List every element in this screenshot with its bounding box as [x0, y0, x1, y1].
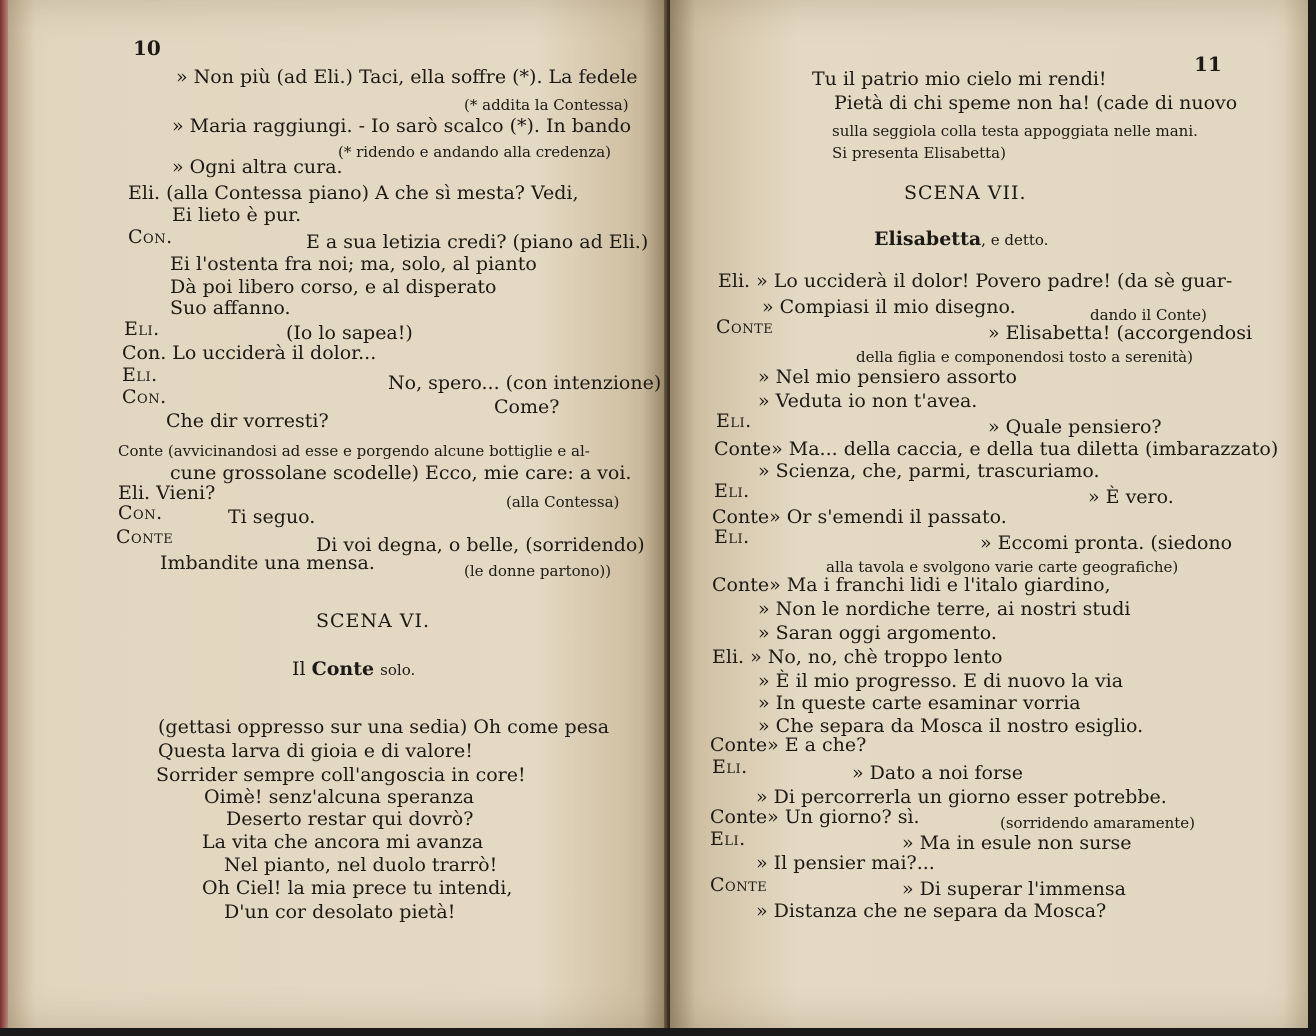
verse-line: Oimè! senz'alcuna speranza: [204, 786, 475, 808]
text-line: » Il pensier mai?...: [756, 852, 935, 874]
stage-direction: (le donne partono)): [464, 562, 612, 580]
verse-line: Pietà di chi speme non ha! (cade di nuovo: [834, 92, 1238, 114]
scene-cast-prefix: Il: [292, 658, 306, 680]
text-line: » È vero.: [1088, 486, 1174, 508]
text-line: » Saran oggi argomento.: [758, 622, 997, 644]
stage-direction: Si presenta Elisabetta): [832, 144, 1006, 162]
text-line: » Scienza, che, parmi, trascuriamo.: [758, 460, 1100, 482]
stage-direction: (* ridendo e andando alla credenza): [338, 143, 612, 161]
speaker: Conte: [710, 874, 768, 896]
text-line: » Ogni altra cura.: [172, 156, 343, 178]
text-line: Conte» Ma i franchi lidi e l'italo giardino,: [712, 574, 1111, 596]
text-line: » Eccomi pronta. (siedono: [980, 532, 1233, 554]
text-line: Eli. Vieni?: [118, 482, 216, 504]
text-line: Eli. » Lo ucciderà il dolor! Povero padre! (da sè guar-: [718, 270, 1233, 292]
speaker: Con.: [122, 386, 167, 408]
stage-direction: dando il Conte): [1090, 306, 1207, 324]
stage-direction: Conte (avvicinandosi ad esse e porgendo alcune bottiglie e al-: [118, 442, 590, 460]
text-line: » Non le nordiche terre, ai nostri studi: [758, 598, 1131, 620]
text-line: Con. Lo ucciderà il dolor...: [122, 342, 377, 364]
text-line: Ei l'ostenta fra noi; ma, solo, al pianto: [170, 253, 537, 275]
text-line: » Distanza che ne separa da Mosca?: [756, 900, 1107, 922]
text-line: » Ma in esule non surse: [902, 832, 1132, 854]
speaker: Eli.: [714, 526, 750, 548]
text-line: Conte» Or s'emendi il passato.: [712, 506, 1007, 528]
speaker: Eli.: [710, 828, 746, 850]
text-line: Eli. (alla Contessa piano) A che sì mesta? Vedi,: [128, 182, 579, 204]
right-page: [670, 0, 1308, 1028]
scene-cast: [292, 658, 415, 681]
scene-title: SCENA VI.: [316, 610, 431, 632]
page-number: 10: [133, 36, 161, 60]
text-line: » Che separa da Mosca il nostro esiglio.: [758, 715, 1144, 737]
text-line: » Compiasi il mio disegno.: [762, 296, 1016, 318]
verse-line: Questa larva di gioia e di valore!: [158, 740, 473, 762]
text-line: » Nel mio pensiero assorto: [758, 366, 1017, 388]
text-line: » Quale pensiero?: [988, 416, 1162, 438]
speaker: Eli.: [124, 318, 160, 340]
left-page: [8, 0, 668, 1028]
character-name: Conte: [311, 658, 375, 680]
verse-line: La vita che ancora mi avanza: [202, 831, 484, 853]
text-line: Che dir vorresti?: [166, 410, 329, 432]
text-line: (Io lo sapea!): [286, 322, 413, 344]
text-line: Eli. » No, no, chè troppo lento: [712, 646, 1003, 668]
stage-direction: (sorridendo amaramente): [1000, 814, 1195, 832]
speaker: Eli.: [716, 410, 752, 432]
text-line: Ti seguo.: [228, 506, 316, 528]
text-line: » Dato a noi forse: [852, 762, 1024, 784]
scene-cast-suffix: , e detto.: [981, 231, 1049, 249]
stage-direction: della figlia e componendosi tosto a serenità): [856, 348, 1193, 366]
text-line: Conte» Ma... della caccia, e della tua diletta (imbarazzato): [714, 438, 1279, 460]
text-line: E a sua letizia credi? (piano ad Eli.): [306, 231, 649, 253]
scene-cast-suffix: solo.: [380, 661, 416, 679]
speaker: Eli.: [714, 480, 750, 502]
verse-line: D'un cor desolato pietà!: [224, 901, 456, 923]
speaker: Conte: [116, 526, 174, 548]
scene-title: SCENA VII.: [904, 182, 1027, 204]
verse-line: Oh Ciel! la mia prece tu intendi,: [202, 877, 513, 899]
text-line: Come?: [494, 396, 560, 418]
text-line: » Non più (ad Eli.) Taci, ella soffre (*). La fedele: [176, 66, 638, 88]
verse-line: Deserto restar qui dovrò?: [226, 808, 474, 830]
character-name: Elisabetta: [874, 228, 982, 250]
text-line: » Veduta io non t'avea.: [758, 390, 978, 412]
verse-line: Tu il patrio mio cielo mi rendi!: [812, 68, 1107, 90]
text-line: » In queste carte esaminar vorria: [758, 692, 1081, 714]
text-line: Dà poi libero corso, e al disperato: [170, 276, 497, 298]
speaker: Eli.: [122, 364, 158, 386]
stage-direction: (* addita la Contessa): [464, 96, 629, 114]
text-line: » È il mio progresso. E di nuovo la via: [758, 670, 1124, 692]
scene-cast: [874, 228, 1048, 251]
stage-direction: alla tavola e svolgono varie carte geografiche): [826, 558, 1179, 576]
page-number: 11: [1194, 52, 1222, 76]
text-line: Conte» E a che?: [710, 734, 867, 756]
verse-line: (gettasi oppresso sur una sedia) Oh come pesa: [158, 716, 610, 738]
text-line: No, spero... (con intenzione): [388, 372, 662, 394]
speaker: Con.: [118, 502, 163, 524]
text-line: Imbandite una mensa.: [160, 552, 375, 574]
text-line: » Elisabetta! (accorgendosi: [988, 322, 1253, 344]
text-line: Suo affanno.: [170, 297, 291, 319]
text-line: Ei lieto è pur.: [172, 204, 302, 226]
text-line: » Di percorrerla un giorno esser potrebbe.: [756, 786, 1167, 808]
stage-direction: sulla seggiola colla testa appoggiata nelle mani.: [832, 122, 1198, 140]
text-line: Di voi degna, o belle, (sorridendo): [316, 534, 645, 556]
speaker: Eli.: [712, 756, 748, 778]
speaker: Con.: [128, 226, 173, 248]
text-line: » Maria raggiungi. - Io sarò scalco (*). In bando: [172, 115, 632, 137]
verse-line: Sorrider sempre coll'angoscia in core!: [156, 764, 526, 786]
stage-direction: (alla Contessa): [506, 493, 620, 511]
speaker: Conte: [716, 316, 774, 338]
verse-line: Nel pianto, nel duolo trarrò!: [224, 854, 498, 876]
text-line: » Di superar l'immensa: [902, 878, 1126, 900]
text-line: cune grossolane scodelle) Ecco, mie care: a voi.: [170, 462, 632, 484]
text-line: Conte» Un giorno? sì.: [710, 806, 920, 828]
